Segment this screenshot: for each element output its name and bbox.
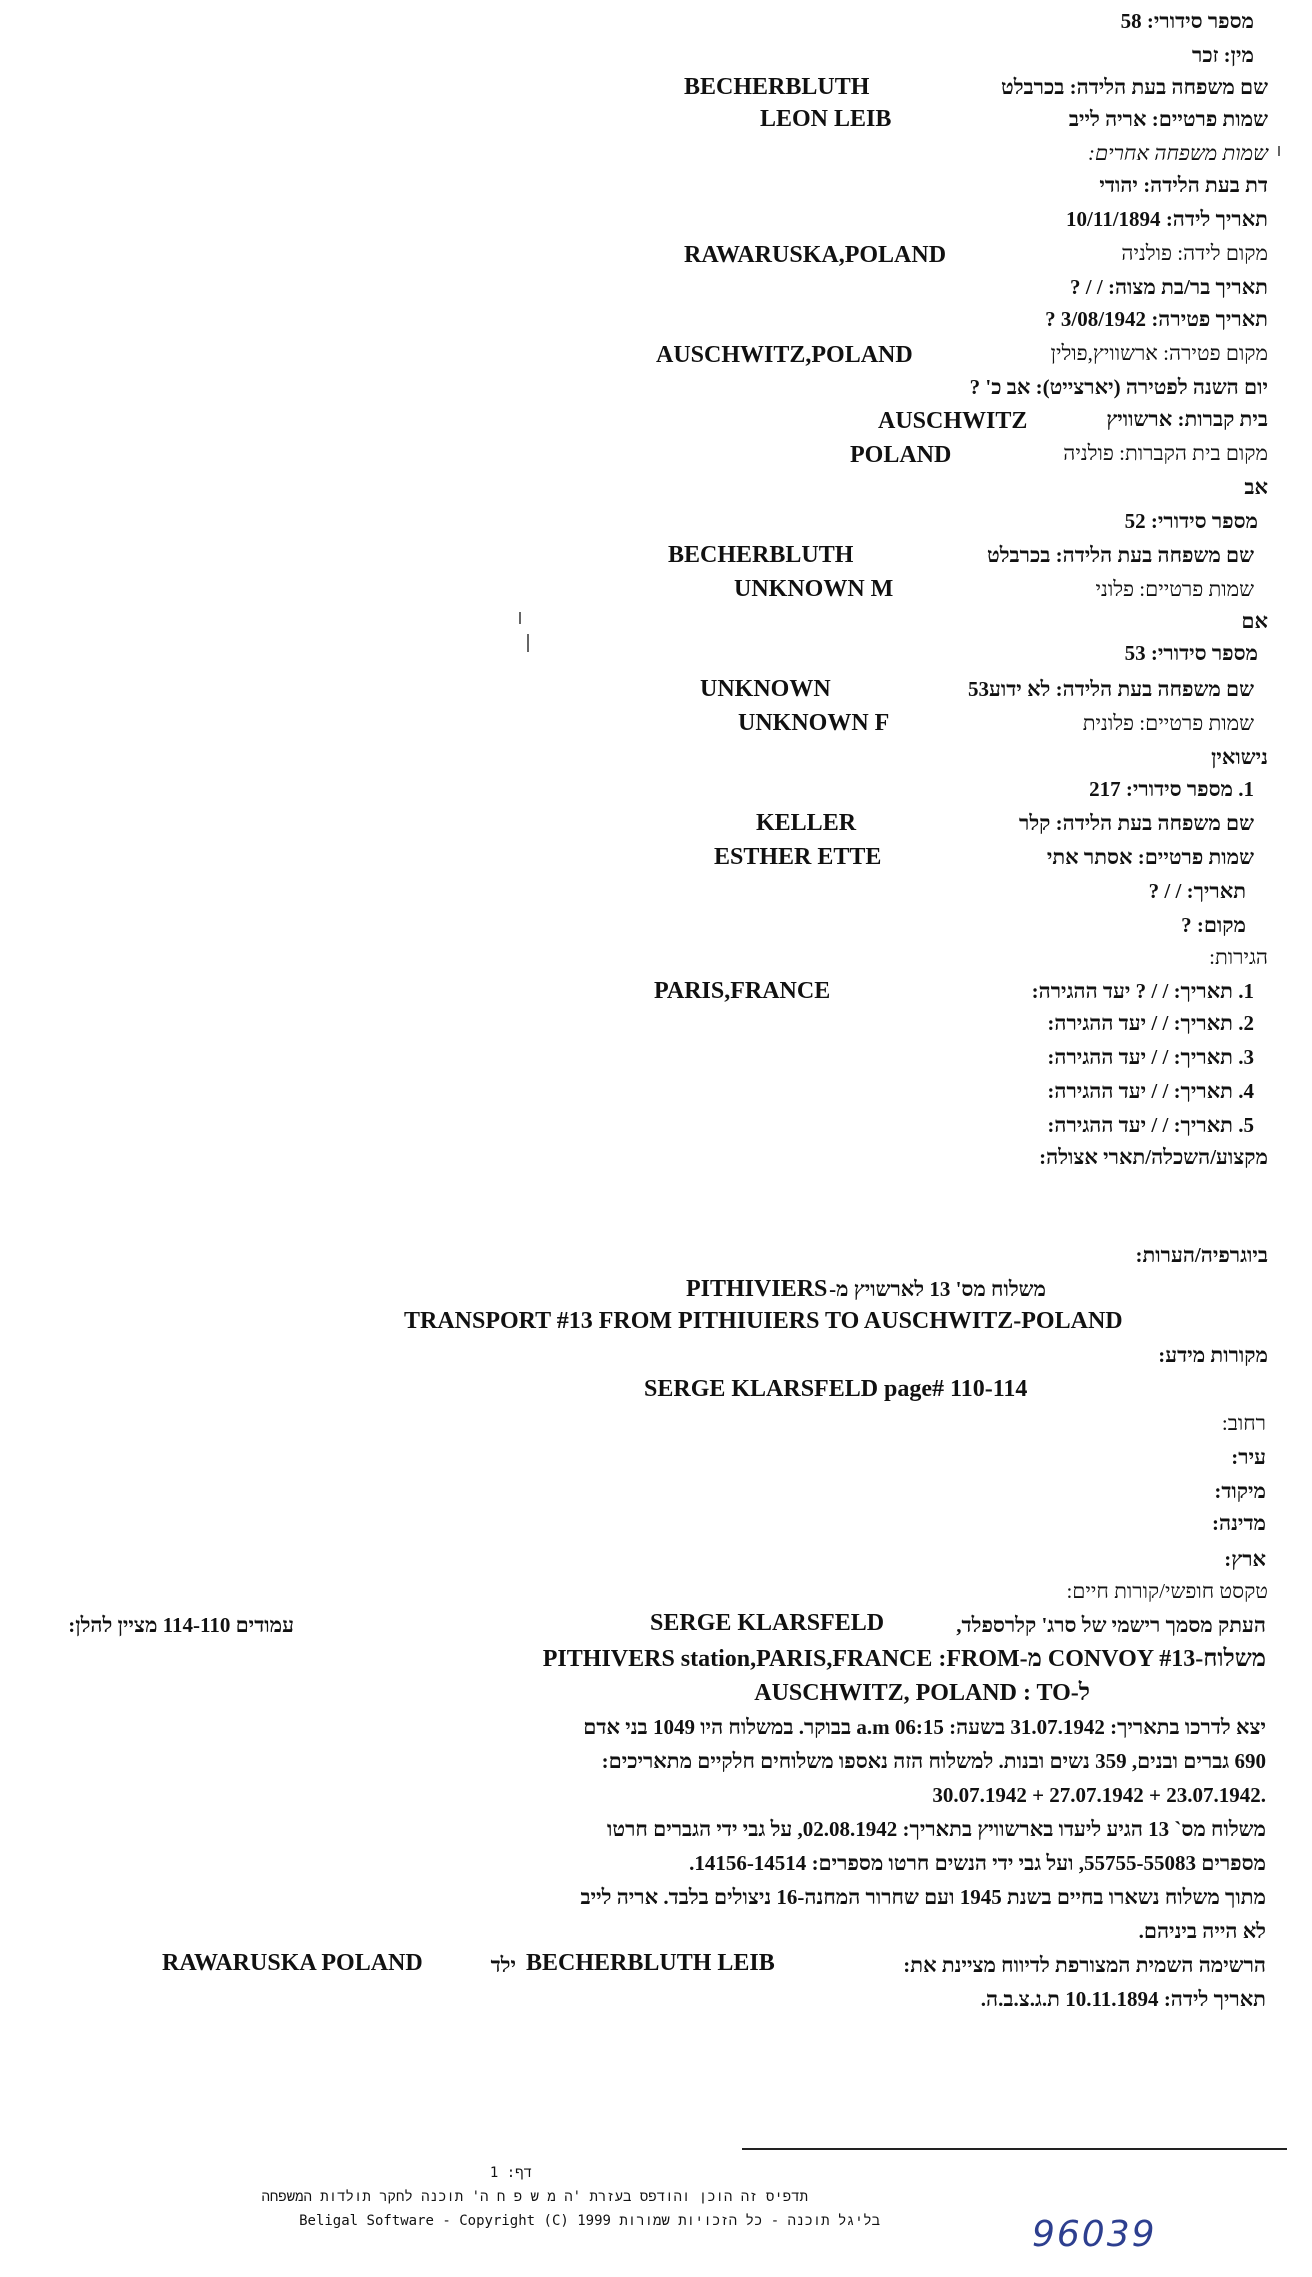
free-text-line: יצא לדרכו בתאריך: 31.07.1942 בשעה: 06:15 a.m בבוקר. במשלוח היו 1049 בני אדם	[583, 1715, 1266, 1739]
death-date-field: תאריך פטירה: 3/08/1942 ?	[1045, 307, 1268, 331]
free-text-line: לא הייה ביניהם.	[1138, 1919, 1266, 1943]
free-text-heading: טקסט חופשי/קורות חיים:	[1066, 1579, 1268, 1603]
free-text-line: 30.07.1942 + 27.07.1942 + 23.07.1942.	[932, 1783, 1266, 1807]
mother-serial-field: מספר סידורי: 53	[1124, 641, 1258, 665]
given-names-label: שמות פרטיים: אריה לייב	[1068, 107, 1268, 131]
sources-heading: מקורות מידע:	[1158, 1343, 1268, 1367]
zip-field: מיקוד:	[1214, 1479, 1266, 1503]
birth-date-field: תאריך לידה: 10/11/1894	[1066, 207, 1268, 231]
emigrations-heading: הגירות:	[1209, 945, 1268, 969]
mother-given-value: UNKNOWN F	[738, 710, 890, 736]
street-field: רחוב:	[1221, 1411, 1266, 1435]
father-surname-value: BECHERBLUTH	[668, 542, 854, 568]
cemetery-place-value: POLAND	[850, 442, 952, 468]
father-surname-label: שם משפחה בעת הלידה: בכרבלט	[987, 543, 1254, 567]
mother-surname-value: UNKNOWN	[700, 676, 831, 702]
free-text-line-en: RAWARUSKA POLAND	[162, 1950, 423, 1976]
death-place-value: AUSCHWITZ,POLAND	[656, 342, 913, 368]
free-text-line-en: BECHERBLUTH LEIB	[526, 1950, 775, 1976]
marriages-heading: נישואין	[1211, 745, 1268, 769]
footer-divider	[742, 2148, 1287, 2150]
biography-heading: ביוגרפיה/הערות:	[1135, 1243, 1268, 1267]
given-names-value: LEON LEIB	[760, 106, 892, 132]
scan-mark	[1278, 146, 1280, 156]
city-field: עיר:	[1231, 1445, 1266, 1469]
source-value: SERGE KLARSFELD page# 110-114	[644, 1376, 1028, 1402]
bar-mitzvah-field: תאריך בר/בת מצוה: / / ?	[1070, 275, 1268, 299]
spouse-serial-field: 1. מספר סידורי: 217	[1089, 777, 1254, 801]
spouse-given-value: ESTHER ETTE	[714, 844, 882, 870]
emigration-row: 3. תאריך: / / יעד ההגירה:	[1047, 1045, 1254, 1069]
father-given-label: שמות פרטיים: פלוני	[1095, 577, 1254, 601]
other-surnames-field: שמות משפחה אחרים:	[1088, 141, 1268, 165]
scan-mark	[519, 612, 521, 624]
free-text-line: ילד	[490, 1953, 516, 1977]
free-text-line: מספרים 55755-55083, ועל גבי ידי הנשים חרטו מספרים: 14156-14514.	[689, 1851, 1266, 1875]
scan-mark	[527, 634, 529, 652]
spouse-surname-value: KELLER	[756, 810, 857, 836]
biography-line-en: PITHIVIERS	[686, 1276, 828, 1302]
serial-field: מספר סידורי: 58	[1120, 9, 1254, 33]
cemetery-place-label: מקום בית הקברות: פולניה	[1063, 441, 1268, 465]
biography-line-he: משלוח מס' 13 לארשויץ מ-	[829, 1277, 1046, 1301]
spouse-date-field: תאריך: / / ?	[1148, 879, 1246, 903]
free-text-line: העתק מסמך רישמי של סרג' קלרספלד,	[956, 1613, 1266, 1637]
emigration-row: 2. תאריך: / / יעד ההגירה:	[1047, 1011, 1254, 1035]
free-text-line: תאריך לידה: 10.11.1894 ת.ג.צ.ב.ה.	[980, 1987, 1266, 2011]
religion-field: דת בעת הלידה: יהודי	[1099, 173, 1268, 197]
cemetery-value: AUSCHWITZ	[878, 408, 1028, 434]
emigration-row: 1. תאריך: / / ? יעד ההגירה:	[1031, 979, 1254, 1003]
emigration-row: 5. תאריך: / / יעד ההגירה:	[1047, 1113, 1254, 1137]
birth-surname-value: BECHERBLUTH	[684, 74, 870, 100]
page-number: דף: 1	[489, 2165, 532, 2181]
spouse-surname-label: שם משפחה בעת הלידה: קלר	[1019, 811, 1254, 835]
free-text-line: משלוח מס` 13 הגיע ליעדו בארשוויץ בתאריך: 02.08.1942, על גבי ידי הגברים חרטו	[607, 1817, 1266, 1841]
cemetery-label: בית קברות: ארשוויץ	[1106, 407, 1268, 431]
free-text-line: 690 גברים ובנים, 359 נשים ובנות. למשלוח הזה נאספו משלוחים חלקיים מתאריכים:	[601, 1749, 1266, 1773]
gender-field: מין: זכר	[1192, 43, 1254, 67]
free-text-line: הרשימה השמית המצורפת לדיווח מציינת את:	[903, 1953, 1266, 1977]
emigration-row: 4. תאריך: / / יעד ההגירה:	[1047, 1079, 1254, 1103]
mother-given-label: שמות פרטיים: פלונית	[1082, 711, 1254, 735]
occupation-field: מקצוע/השכלה/תארי אצולה:	[1039, 1145, 1268, 1169]
biography-transport-line: TRANSPORT #13 FROM PITHIUIERS TO AUSCHWITZ-POLAND	[404, 1308, 1123, 1334]
yahrzeit-field: יום השנה לפטירה (יארצייט): אב כ' ?	[969, 375, 1268, 399]
free-text-line: PITHIVERS station,PARIS,FRANCE :FROM-מ CONVOY #13-משלוח	[542, 1646, 1266, 1672]
free-text-line: AUSCHWITZ, POLAND : TO-ל	[754, 1680, 1090, 1706]
father-given-value: UNKNOWN M	[734, 576, 894, 602]
birth-place-value: RAWARUSKA,POLAND	[684, 242, 947, 268]
birth-place-label: מקום לידה: פולניה	[1121, 241, 1268, 265]
mother-surname-label: שם משפחה בעת הלידה: לא ידוע53	[967, 677, 1254, 701]
country-field: ארץ:	[1224, 1547, 1266, 1571]
spouse-place-field: מקום: ?	[1181, 913, 1246, 937]
birth-surname-label: שם משפחה בעת הלידה: בכרבלט	[1001, 75, 1268, 99]
footer-line: Beligal Software - Copyright (C) 1999 בליגל תוכנה - כל הזכויות שמורות	[299, 2213, 880, 2229]
handwritten-number: 96039	[1032, 2214, 1157, 2255]
death-place-label: מקום פטירה: ארשוויץ,פולין	[1050, 341, 1268, 365]
footer-line: תדפיס זה הוכן והודפס בעזרת 'ה מ ש פ ח ה' תוכנה לחקר תולדות המשפחה	[261, 2189, 808, 2205]
emigration-destination: PARIS,FRANCE	[654, 978, 831, 1004]
free-text-line: מתוך משלוח נשארו בחיים בשנת 1945 ועם שחרור המחנה-16 ניצולים בלבד. אריה לייב	[580, 1885, 1266, 1909]
mother-heading: אם	[1241, 609, 1268, 633]
father-heading: אב	[1244, 475, 1268, 499]
spouse-given-label: שמות פרטיים: אסתר אתי	[1046, 845, 1254, 869]
state-field: מדינה:	[1212, 1511, 1266, 1535]
free-text-line: עמודים 114-110 מציין להלן:	[68, 1613, 294, 1637]
free-text-line-en: SERGE KLARSFELD	[650, 1610, 885, 1636]
father-serial-field: מספר סידורי: 52	[1124, 509, 1258, 533]
